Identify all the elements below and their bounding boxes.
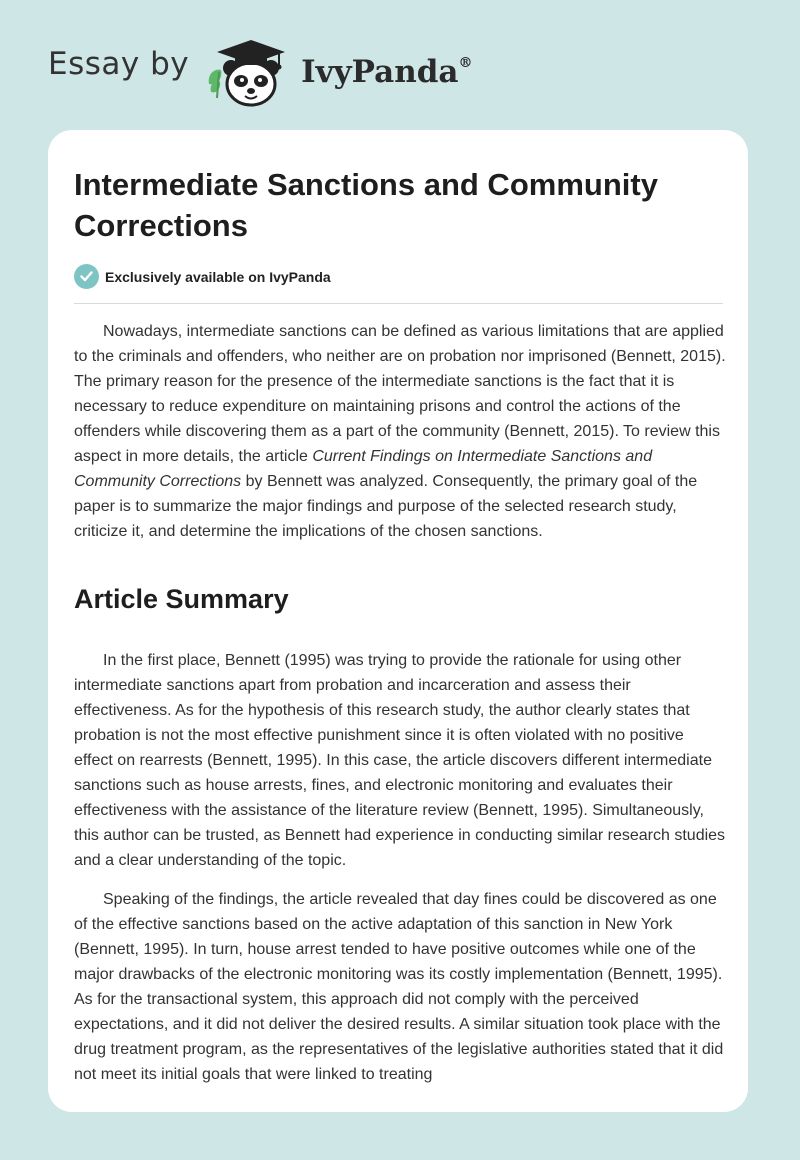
check-circle-icon — [74, 264, 99, 289]
section-heading-article-summary: Article Summary — [74, 584, 289, 614]
exclusive-badge — [74, 264, 331, 289]
summary-paragraph-2: Speaking of the findings, the article revealed that day fines could be discovered as one of the effective sanctions based on the active adaptation of this sanction in New York (Bennett, 1995). In turn, house arrest tended to have positive outcomes while one of the major drawbacks of the electronic monitoring was its costly implementation (Bennett, 1995). As for the transactional system, this approach did not comply with the perceived expectations, and it did not deliver the desired results. A similar situation took place with the drug treatment program, as the representatives of the legislative authorities stated that it did not meet its initial goals that were linked to treating — [74, 891, 724, 1083]
divider — [74, 303, 723, 304]
page-title: Intermediate Sanctions and Community Corrections — [74, 167, 658, 243]
summary-paragraph-1: In the first place, Bennett (1995) was trying to provide the rationale for using other intermediate sanctions apart from probation and incarceration and assess their effectiveness. As for the hypothesis of this research study, the author clearly states that probation is not the most effective punishment since it is often violated with no positive effect on rearrests (Bennett, 1995). In this case, the article discovers different intermediate sanctions such as house arrests, fines, and electronic monitoring and evaluates their effectiveness with the assistance of the literature review (Bennett, 1995). Simultaneously, this author can be trusted, as Bennett had experience in conducting similar research studies and a clear understanding of the topic. — [74, 652, 726, 869]
brand-logo[interactable] — [48, 34, 473, 110]
ivypanda-wordmark: IvyPanda® — [301, 54, 473, 90]
essay-card — [48, 130, 748, 1112]
intro-paragraph: Nowadays, intermediate sanctions can be defined as various limitations that are applied to the criminals and offenders, who neither are on probation nor imprisoned (Bennett, 2015). The primary reason for the presence of the intermediate sanctions is the fact that it is necessary to reduce expenditure on maintaining prisons and control the actions of the offenders while discovering them as a part of the community (Bennett, 2015). To review this aspect in more details, the article Current Findings on Intermediate Sanctions and Community Corrections by Bennett was analyzed. Consequently, the primary goal of the paper is to summarize the major findings and purpose of the selected research study, criticize it, and determine the implications of the chosen sanctions. — [74, 323, 726, 540]
exclusive-badge-label: Exclusively available on IvyPanda — [105, 268, 331, 285]
registered-mark: ® — [458, 54, 473, 71]
panda-mascot-icon — [205, 36, 297, 108]
article-title-reference: Current Findings on Intermediate Sanctions and Community Corrections — [74, 448, 653, 490]
essay-by-label: Essay by — [48, 46, 190, 82]
